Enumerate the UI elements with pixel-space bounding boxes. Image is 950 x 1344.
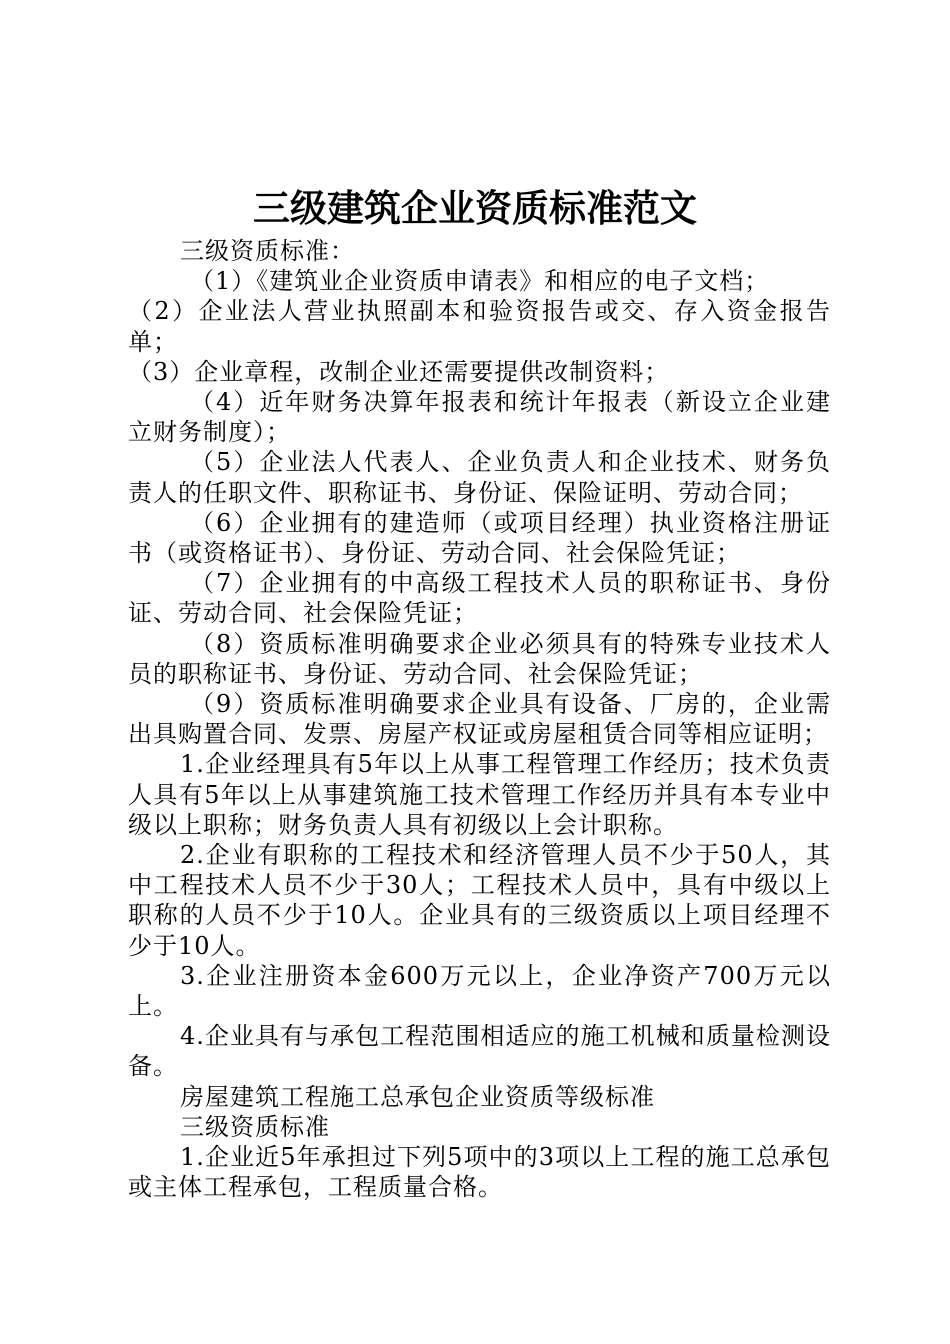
paragraph: 4.企业具有与承包工程范围相适应的施工机械和质量检测设备。 <box>128 1022 831 1081</box>
paragraph: （8）资质标准明确要求企业必须具有的特殊专业技术人员的职称证书、身份证、劳动合同、社会保险凭证； <box>128 629 831 688</box>
paragraph: 1.企业近5年承担过下列5项中的3项以上工程的施工总承包或主体工程承包，工程质量合格。 <box>128 1143 831 1202</box>
paragraph: （1）《建筑业企业资质申请表》和相应的电子文档； <box>190 267 770 296</box>
paragraph: （7）企业拥有的中高级工程技术人员的职称证书、身份证、劳动合同、社会保险凭证； <box>128 569 831 628</box>
paragraph: 三级资质标准 <box>180 1112 330 1141</box>
paragraph: （5）企业法人代表人、企业负责人和企业技术、财务负责人的任职文件、职称证书、身份证、保险证明、劳动合同； <box>128 448 831 507</box>
paragraph: 1.企业经理具有5年以上从事工程管理工作经历；技术负责人具有5年以上从事建筑施工技术管理工作经历并具有本专业中级以上职称；财务负责人具有初级以上会计职称。 <box>128 750 831 839</box>
document-body <box>128 236 831 1203</box>
document-title: 三级建筑企业资质标准范文 <box>253 186 697 230</box>
paragraph: （3）企业章程，改制企业还需要提供改制资料； <box>128 357 670 386</box>
paragraph: 3.企业注册资本金600万元以上，企业净资产700万元以上。 <box>128 961 831 1021</box>
paragraph: （2）企业法人营业执照副本和验资报告或交、存入资金报告单； <box>128 297 831 356</box>
paragraph: 三级资质标准： <box>180 237 355 265</box>
paragraph: 房屋建筑工程施工总承包企业资质等级标准 <box>180 1082 655 1111</box>
paragraph: （4）近年财务决算年报表和统计年报表（新设立企业建立财务制度）； <box>128 388 831 447</box>
paragraph: （9）资质标准明确要求企业具有设备、厂房的，企业需出具购置合同、发票、房屋产权证或房屋租赁合同等相应证明； <box>128 690 831 749</box>
paragraph: 2.企业有职称的工程技术和经济管理人员不少于50人，其中工程技术人员不少于30人；工程技术人员中，具有中级以上职称的人员不少于10人。企业具有的三级资质以上项目经理不少于10人。 <box>128 841 831 960</box>
paragraph: （6）企业拥有的建造师（或项目经理）执业资格注册证书（或资格证书）、身份证、劳动合同、社会保险凭证； <box>128 508 831 568</box>
